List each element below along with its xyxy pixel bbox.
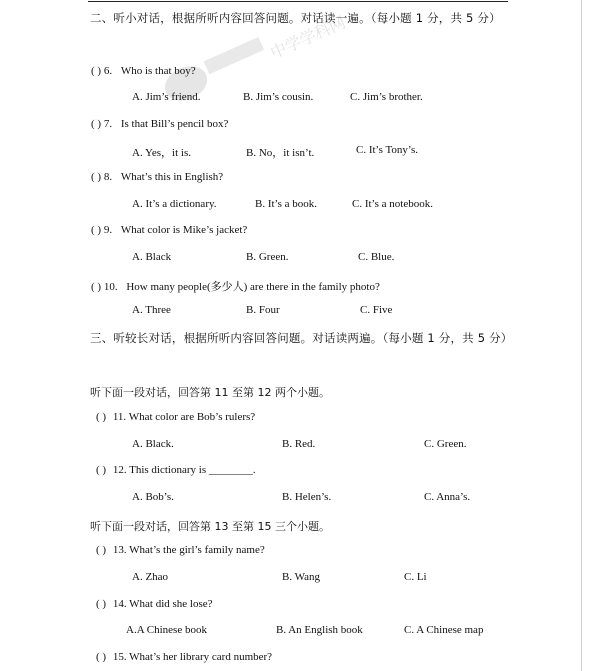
option-b: B. Four <box>246 304 280 316</box>
answer-bracket[interactable]: ( ) <box>96 464 107 476</box>
option-b: B. Jim’s cousin. <box>243 91 314 103</box>
question-15 <box>96 651 272 663</box>
option-b: B. It’s a book. <box>255 198 318 210</box>
question-text: What’s this in English? <box>120 171 224 183</box>
option-a: A. Black. <box>132 438 174 450</box>
option-a: A. Jim’s friend. <box>132 91 201 103</box>
question-7 <box>91 118 228 130</box>
question-text: Is that Bill’s pencil box? <box>120 118 229 130</box>
answer-bracket[interactable]: ( ) 6. <box>91 65 113 77</box>
question-9 <box>91 224 247 236</box>
answer-bracket[interactable]: ( ) <box>96 598 107 610</box>
option-c: C. Green. <box>424 438 467 450</box>
answer-bracket[interactable]: ( ) 9. <box>91 224 113 236</box>
option-c: C. It’s a notebook. <box>352 198 433 210</box>
option-c: C. Jim’s brother. <box>350 91 423 103</box>
answer-bracket[interactable]: ( ) 10. <box>91 281 118 293</box>
answer-bracket[interactable]: ( ) <box>96 411 107 423</box>
option-b: B. Green. <box>246 251 289 263</box>
question-text: What color is Mike’s jacket? <box>120 224 248 236</box>
option-b: B. Wang <box>282 571 321 583</box>
answer-bracket[interactable]: ( ) <box>96 544 107 556</box>
section3-intro-1: 听下面一段对话，回答第 11 至第 12 两个小题。 <box>90 386 330 399</box>
question-text: Who is that boy? <box>120 65 196 77</box>
option-b: B. Helen’s. <box>282 491 332 503</box>
option-a: A. It’s a dictionary. <box>132 198 217 210</box>
option-b: B. No，it isn’t. <box>246 147 315 159</box>
option-a: A. Zhao <box>132 571 169 583</box>
option-b: B. An English book <box>276 624 363 636</box>
question-11 <box>96 411 255 423</box>
page-edge-rule <box>581 0 582 671</box>
option-a: A. Three <box>132 304 171 316</box>
question-14 <box>96 598 213 610</box>
option-a: A. Bob’s. <box>132 491 174 503</box>
answer-bracket[interactable]: ( ) 7. <box>91 118 113 130</box>
watermark-text: 中学学科网 <box>267 12 349 63</box>
option-a: A.A Chinese book <box>126 624 207 636</box>
question-8 <box>91 171 223 183</box>
question-10 <box>91 278 380 294</box>
question-6 <box>91 65 196 77</box>
option-a: A. Black <box>132 251 172 263</box>
question-text: 14. What did she lose? <box>112 598 213 610</box>
section3-heading: 三、听较长对话，根据所听内容回答问题。对话读两遍。（每小题 1 分，共 5 分） <box>90 331 513 345</box>
answer-bracket[interactable]: ( ) 8. <box>91 171 113 183</box>
section3-intro-2: 听下面一段对话，回答第 13 至第 15 三个小题。 <box>90 520 330 533</box>
option-a: A. Yes，it is. <box>132 147 191 159</box>
option-c: C. Blue. <box>358 251 395 263</box>
option-c: C. Five <box>360 304 393 316</box>
option-b: B. Red. <box>282 438 316 450</box>
question-text: 15. What’s her library card number? <box>112 651 273 663</box>
option-c: C. A Chinese map <box>404 624 484 636</box>
option-c: C. It’s Tony’s. <box>356 144 418 156</box>
section2-heading: 二、听小对话，根据所听内容回答问题。对话读一遍。（每小题 1 分，共 5 分） <box>90 11 501 25</box>
question-text: 12. This dictionary is ________. <box>112 464 256 476</box>
option-c: C. Anna’s. <box>424 491 471 503</box>
answer-bracket[interactable]: ( ) <box>96 651 107 663</box>
question-text: How many people(多少人) are there in the family photo? <box>126 281 380 293</box>
question-13 <box>96 544 265 556</box>
option-c: C. Li <box>404 571 427 583</box>
question-text: 11. What color are Bob’s rulers? <box>112 411 256 423</box>
question-12 <box>96 464 256 476</box>
question-text: 13. What’s the girl’s family name? <box>112 544 265 556</box>
